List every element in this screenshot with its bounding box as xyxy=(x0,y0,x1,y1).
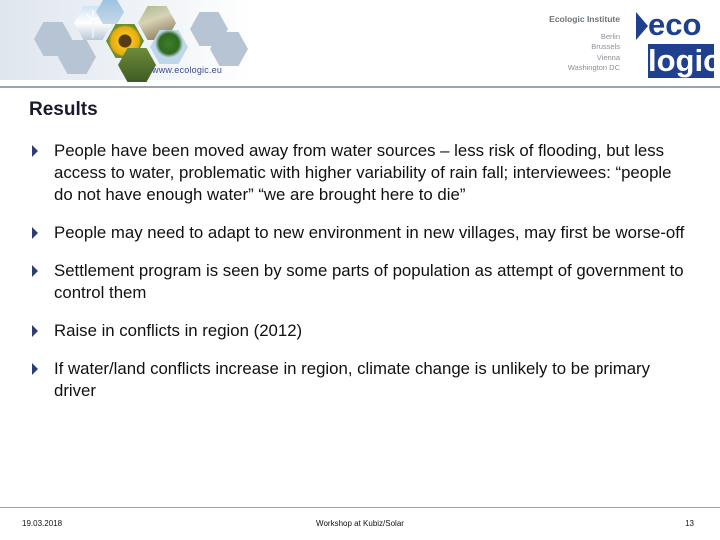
city-washington: Washington DC xyxy=(567,63,620,72)
slide-title: Results xyxy=(29,99,98,120)
bullet-text: Settlement program is seen by some parts of population as attempt of government to control them xyxy=(54,261,684,302)
logo-word-bottom: logic xyxy=(648,43,720,78)
bullet-arrow-icon xyxy=(32,325,38,337)
logo-triangle-icon xyxy=(636,12,648,40)
bullet-item xyxy=(32,140,692,206)
footer-date: 19.03.2018 xyxy=(22,519,63,528)
city-brussels: Brussels xyxy=(591,42,620,51)
city-vienna: Vienna xyxy=(596,52,620,62)
bullet-list xyxy=(32,140,692,402)
bullet-text: Raise in conflicts in region (2012) xyxy=(54,321,303,340)
bullet-item xyxy=(32,320,692,342)
footer-event: Workshop at Kubiz/Solar xyxy=(316,519,404,528)
bullet-arrow-icon xyxy=(32,227,38,239)
institute-name: Ecologic Institute xyxy=(549,14,620,24)
page-number: 13 xyxy=(685,519,694,528)
logo-word-top: eco xyxy=(648,7,702,42)
bullet-text: If water/land conflicts increase in region, climate change is unlikely to be primary driver xyxy=(54,359,651,400)
bullet-arrow-icon xyxy=(32,145,38,157)
city-berlin: Berlin xyxy=(600,31,620,41)
bullet-text: People have been moved away from water sources – less risk of flooding, but less access to water, problematic with higher variability of rain fall; interviewees: “people do not have enough water” “we are brought here to die” xyxy=(54,141,672,204)
website-url[interactable]: www.ecologic.eu xyxy=(152,65,223,75)
footer-divider xyxy=(0,507,720,508)
ecologic-logo xyxy=(636,7,720,78)
institute-block xyxy=(549,14,620,74)
bullet-item xyxy=(32,260,692,304)
bullet-item xyxy=(32,358,692,402)
slide-header xyxy=(0,0,720,88)
bullet-arrow-icon xyxy=(32,363,38,375)
header-divider xyxy=(0,86,720,88)
bullet-arrow-icon xyxy=(32,265,38,277)
bullet-item xyxy=(32,222,692,244)
bullet-text: People may need to adapt to new environment in new villages, may first be worse-off xyxy=(54,223,685,242)
